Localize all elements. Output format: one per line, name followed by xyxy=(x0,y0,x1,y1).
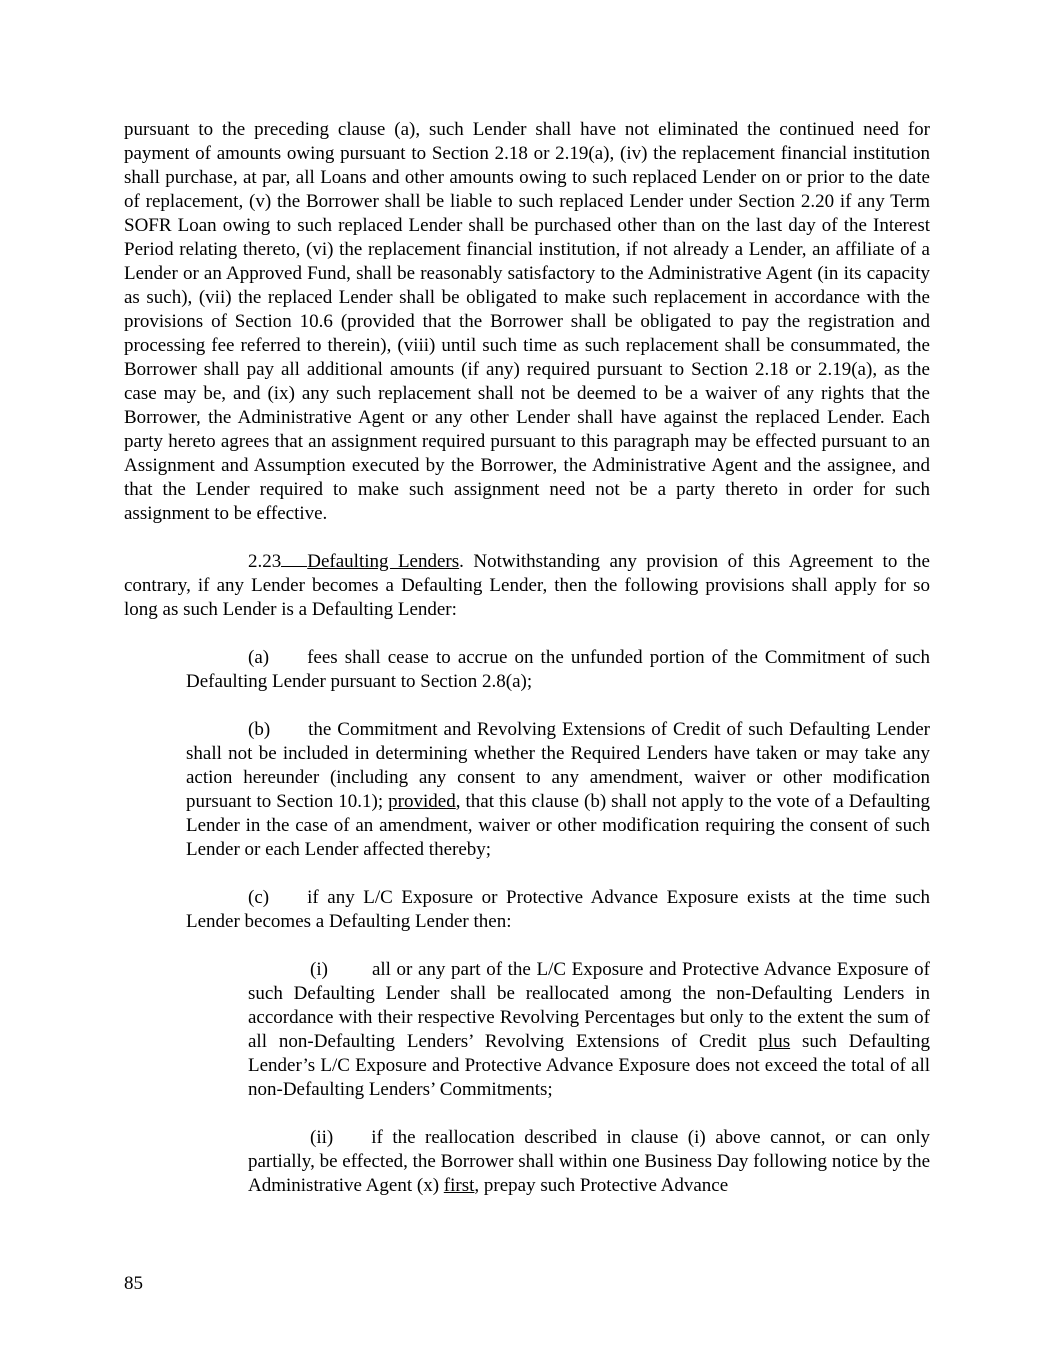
page-number: 85 xyxy=(124,1273,143,1294)
text-run: such Defaulting Lender’s L/C Exposure and Protective Advance Exposure does not exceed the total of all non-Defaulting Lenders’ Commitments; xyxy=(248,1031,931,1100)
text-run: , prepay such Protective Advance xyxy=(474,1175,729,1196)
text-run: (a) xyxy=(248,647,270,668)
paragraph xyxy=(248,958,930,1102)
text-run: (b) xyxy=(248,719,271,740)
tab-space xyxy=(281,566,307,567)
underlined-text: plus xyxy=(758,1031,791,1052)
text-run: pursuant to the preceding clause (a), such Lender shall have not eliminated the continued need for payment of amounts owing pursuant to Section 2.18 or 2.19(a), (iv) the replacement financial institution shall purchase, at par, all Loans and other amounts owing to such replaced Lender on or prior to the date of replacement, (v) the Borrower shall be liable to such replaced Lender under Section 2.20 if any Term SOFR Loan owing to such replaced Lender shall be purchased other than on the last day of the Interest Period relating thereto, (vi) the replacement financial institution, if not already a Lender, an affiliate of a Lender or an Approved Fund, shall be reasonably satisfactory to the Administrative Agent (in its capacity as such), (vii) the replaced Lender shall be obligated to make such replacement in accordance with the provisions of Section 10.6 (provided that the Borrower shall be obligated to pay the registration and processing fee referred to therein), (viii) until such time as such replacement shall be consummated, the Borrower shall pay all additional amounts (if any) required pursuant to Section 2.18 or 2.19(a), as the case may be, and (ix) any such replacement shall not be deemed to be a waiver of any rights that the Borrower, the Administrative Agent or any other Lender shall have against the replaced Lender. Each party hereto agrees that an assignment required pursuant to this paragraph may be effected pursuant to an Assignment and Assumption executed by the Borrower, the Administrative Agent and the assignee, and that the Lender required to make such assignment need not be a party thereto in order for such assignment to be effective. xyxy=(124,119,930,524)
text-run: . Notwithstanding any provision of this Agreement to the contrary, if any Lender becomes a Defaulting Lender, then the following provisions shall apply for so long as such Lender is a Defaulting Lender: xyxy=(124,551,930,620)
paragraph xyxy=(124,550,930,622)
text-run: the Commitment and Revolving Extensions of Credit of such Defaulting Lender shall not be included in determining whether the Required Lenders have taken or may take any action hereunder (including any consent to any amendment, waiver or other modification pursuant to Section 10.1); xyxy=(186,719,930,812)
paragraph xyxy=(186,718,930,862)
text-run: (ii) xyxy=(310,1127,334,1148)
text-run: (c) xyxy=(248,887,270,908)
paragraph xyxy=(124,118,930,526)
text-run: all or any part of the L/C Exposure and Protective Advance Exposure of such Defaulting Lender shall be reallocated among the non-Defaulting Lenders in accordance with their respective Revolving Percentages but only to the extent the sum of all non-Defaulting Lenders’ Revolving Extensions of Credit xyxy=(248,959,930,1052)
text-run: fees shall cease to accrue on the unfunded portion of the Commitment of such Defaulting Lender pursuant to Section 2.8(a); xyxy=(186,647,930,692)
text-run: 2.23 xyxy=(248,551,282,572)
underlined-text: Defaulting Lenders xyxy=(307,551,460,572)
underlined-text: first xyxy=(443,1175,475,1196)
text-run: if the reallocation described in clause (i) above cannot, or can only partially, be effected, the Borrower shall within one Business Day following notice by the Administrative Agent (x) xyxy=(248,1127,930,1196)
text-run: (i) xyxy=(310,959,328,980)
paragraph xyxy=(248,1126,930,1198)
text-run: , that this clause (b) shall not apply to the vote of a Defaulting Lender in the case of an amendment, waiver or other modification requiring the consent of such Lender or each Lender affected thereby; xyxy=(186,791,930,860)
paragraph xyxy=(186,646,930,694)
text-run: if any L/C Exposure or Protective Advance Exposure exists at the time such Lender becomes a Defaulting Lender then: xyxy=(186,887,930,932)
paragraph xyxy=(186,886,930,934)
underlined-text: provided xyxy=(388,791,456,812)
document-body xyxy=(124,118,930,1198)
